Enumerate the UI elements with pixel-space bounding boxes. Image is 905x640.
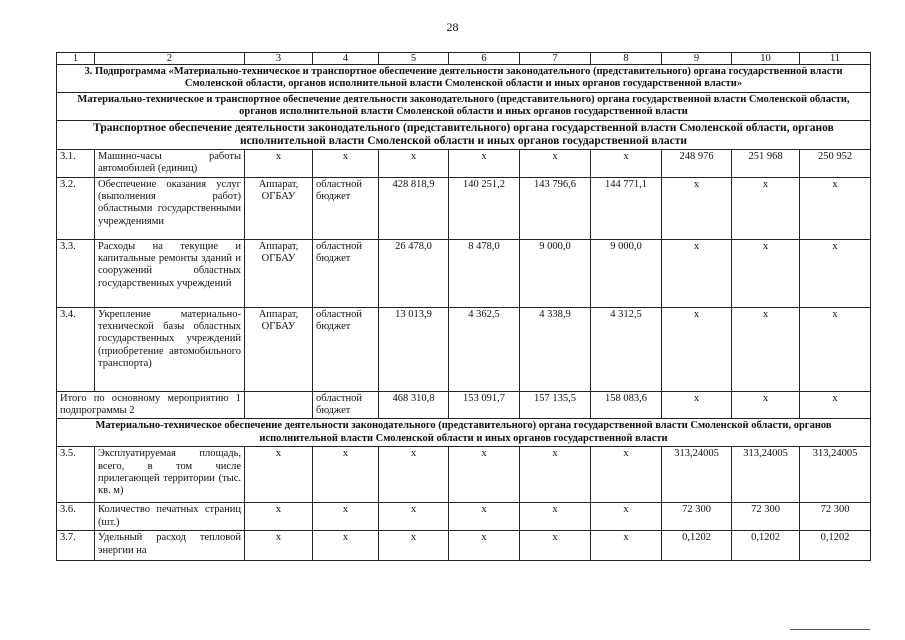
row-indicator-3: 72 300 xyxy=(800,503,871,531)
row-indicator-3: 0,1202 xyxy=(800,531,871,561)
col-header: 1 xyxy=(57,53,95,65)
row-source: х xyxy=(313,149,379,177)
row-year-2: х xyxy=(520,447,591,503)
row-total: 428 818,9 xyxy=(379,177,449,239)
row-year-3: х xyxy=(591,531,662,561)
row-number: 3.1. xyxy=(57,149,95,177)
total-label: Итого по основному мероприятию 1 подпрограммы 2 xyxy=(57,391,245,419)
row-year-1: х xyxy=(449,149,520,177)
footer-rule xyxy=(790,629,870,630)
row-year-2: 4 338,9 xyxy=(520,307,591,391)
table-row xyxy=(57,239,871,307)
total-year-1: 153 091,7 xyxy=(449,391,520,419)
table-row xyxy=(57,177,871,239)
row-number: 3.5. xyxy=(57,447,95,503)
row-year-2: х xyxy=(520,531,591,561)
row-year-3: 144 771,1 xyxy=(591,177,662,239)
main-activity-title: Материально-техническое и транспортное обеспечение деятельности законодательного (представительного) органа государственной власти Смоленской области, органов исполнительной власти Смоленской области и иных органов государственной власти xyxy=(57,92,871,120)
row-executor: х xyxy=(245,503,313,531)
row-name: Эксплуатируемая площадь, всего, в том числе прилегающей территории (тыс. кв. м) xyxy=(95,447,245,503)
col-header: 7 xyxy=(520,53,591,65)
row-number: 3.3. xyxy=(57,239,95,307)
total-year-2: 157 135,5 xyxy=(520,391,591,419)
row-executor: х xyxy=(245,149,313,177)
row-indicator-2: 313,24005 xyxy=(732,447,800,503)
row-indicator-1: х xyxy=(662,239,732,307)
row-indicator-2: х xyxy=(732,307,800,391)
row-executor: х xyxy=(245,447,313,503)
col-header: 8 xyxy=(591,53,662,65)
total-row xyxy=(57,391,871,419)
col-header: 10 xyxy=(732,53,800,65)
row-year-2: х xyxy=(520,149,591,177)
row-year-3: 9 000,0 xyxy=(591,239,662,307)
row-source: х xyxy=(313,503,379,531)
row-source: областной бюджет xyxy=(313,239,379,307)
table-row xyxy=(57,447,871,503)
total-indicator-1: х xyxy=(662,391,732,419)
row-year-1: х xyxy=(449,531,520,561)
row-executor: Аппарат, ОГБАУ xyxy=(245,177,313,239)
header-row xyxy=(57,53,871,65)
row-source: х xyxy=(313,447,379,503)
table-row xyxy=(57,503,871,531)
row-year-1: 4 362,5 xyxy=(449,307,520,391)
row-number: 3.4. xyxy=(57,307,95,391)
col-header: 9 xyxy=(662,53,732,65)
col-header: 4 xyxy=(313,53,379,65)
row-year-1: х xyxy=(449,503,520,531)
row-year-1: х xyxy=(449,447,520,503)
row-indicator-2: х xyxy=(732,239,800,307)
col-header: 6 xyxy=(449,53,520,65)
row-indicator-1: 72 300 xyxy=(662,503,732,531)
row-indicator-1: 248 976 xyxy=(662,149,732,177)
subsection-title-transport: Транспортное обеспечение деятельности законодательного (представительного) органа государственной власти Смоленской области, органов исполнительной власти Смоленской области и иных органов государственной власти xyxy=(57,120,871,149)
row-total: х xyxy=(379,503,449,531)
row-total: х xyxy=(379,149,449,177)
row-executor: х xyxy=(245,531,313,561)
col-header: 3 xyxy=(245,53,313,65)
subsection-title-material: Материально-техническое обеспечение деятельности законодательного (представительного) органа государственной власти Смоленской области, органов исполнительной власти Смоленской области и иных органов государственной власти xyxy=(57,419,871,447)
row-indicator-2: х xyxy=(732,177,800,239)
row-indicator-3: х xyxy=(800,239,871,307)
row-indicator-1: 313,24005 xyxy=(662,447,732,503)
row-total: х xyxy=(379,447,449,503)
row-number: 3.7. xyxy=(57,531,95,561)
table-row xyxy=(57,149,871,177)
total-exec-empty xyxy=(245,391,313,419)
row-year-2: 9 000,0 xyxy=(520,239,591,307)
row-source: х xyxy=(313,531,379,561)
row-number: 3.2. xyxy=(57,177,95,239)
program-table xyxy=(56,52,871,561)
row-name: Обеспечение оказания услуг (выполнения работ) областными государственными учреждениями xyxy=(95,177,245,239)
row-number: 3.6. xyxy=(57,503,95,531)
col-header: 2 xyxy=(95,53,245,65)
row-indicator-2: 72 300 xyxy=(732,503,800,531)
rows-transport xyxy=(57,149,871,391)
col-header: 5 xyxy=(379,53,449,65)
row-executor: Аппарат, ОГБАУ xyxy=(245,307,313,391)
total-indicator-2: х xyxy=(732,391,800,419)
total-indicator-3: х xyxy=(800,391,871,419)
total-source: областной бюджет xyxy=(313,391,379,419)
row-year-3: 4 312,5 xyxy=(591,307,662,391)
row-total: х xyxy=(379,531,449,561)
row-indicator-1: х xyxy=(662,177,732,239)
row-indicator-3: х xyxy=(800,307,871,391)
rows-material xyxy=(57,447,871,561)
row-year-1: 140 251,2 xyxy=(449,177,520,239)
row-indicator-3: 313,24005 xyxy=(800,447,871,503)
table-row xyxy=(57,307,871,391)
row-indicator-3: 250 952 xyxy=(800,149,871,177)
row-source: областной бюджет xyxy=(313,307,379,391)
total-year-3: 158 083,6 xyxy=(591,391,662,419)
row-name: Машино-часы работы автомобилей (единиц) xyxy=(95,149,245,177)
row-year-2: х xyxy=(520,503,591,531)
row-indicator-2: 251 968 xyxy=(732,149,800,177)
row-indicator-1: х xyxy=(662,307,732,391)
subprogram-title: 3. Подпрограмма «Материально-техническое и транспортное обеспечение деятельности законодательного (представительного) органа государственной власти Смоленской области, органов исполнительной власти Смоленской области и иных органов государственной власти» xyxy=(57,65,871,93)
col-header: 11 xyxy=(800,53,871,65)
row-year-2: 143 796,6 xyxy=(520,177,591,239)
row-indicator-1: 0,1202 xyxy=(662,531,732,561)
row-name: Количество печатных страниц (шт.) xyxy=(95,503,245,531)
row-name: Укрепление материально-технической базы областных государственных учреждений (приобретение автомобильного транспорта) xyxy=(95,307,245,391)
row-indicator-2: 0,1202 xyxy=(732,531,800,561)
row-year-3: х xyxy=(591,447,662,503)
row-total: 13 013,9 xyxy=(379,307,449,391)
row-indicator-3: х xyxy=(800,177,871,239)
row-total: 26 478,0 xyxy=(379,239,449,307)
table-row xyxy=(57,531,871,561)
row-executor: Аппарат, ОГБАУ xyxy=(245,239,313,307)
row-name: Удельный расход тепловой энергии на xyxy=(95,531,245,561)
total-sum: 468 310,8 xyxy=(379,391,449,419)
row-year-3: х xyxy=(591,503,662,531)
row-year-3: х xyxy=(591,149,662,177)
page-number: 28 xyxy=(446,20,459,34)
row-year-1: 8 478,0 xyxy=(449,239,520,307)
row-source: областной бюджет xyxy=(313,177,379,239)
row-name: Расходы на текущие и капитальные ремонты зданий и сооружений областных государственных учреждений xyxy=(95,239,245,307)
